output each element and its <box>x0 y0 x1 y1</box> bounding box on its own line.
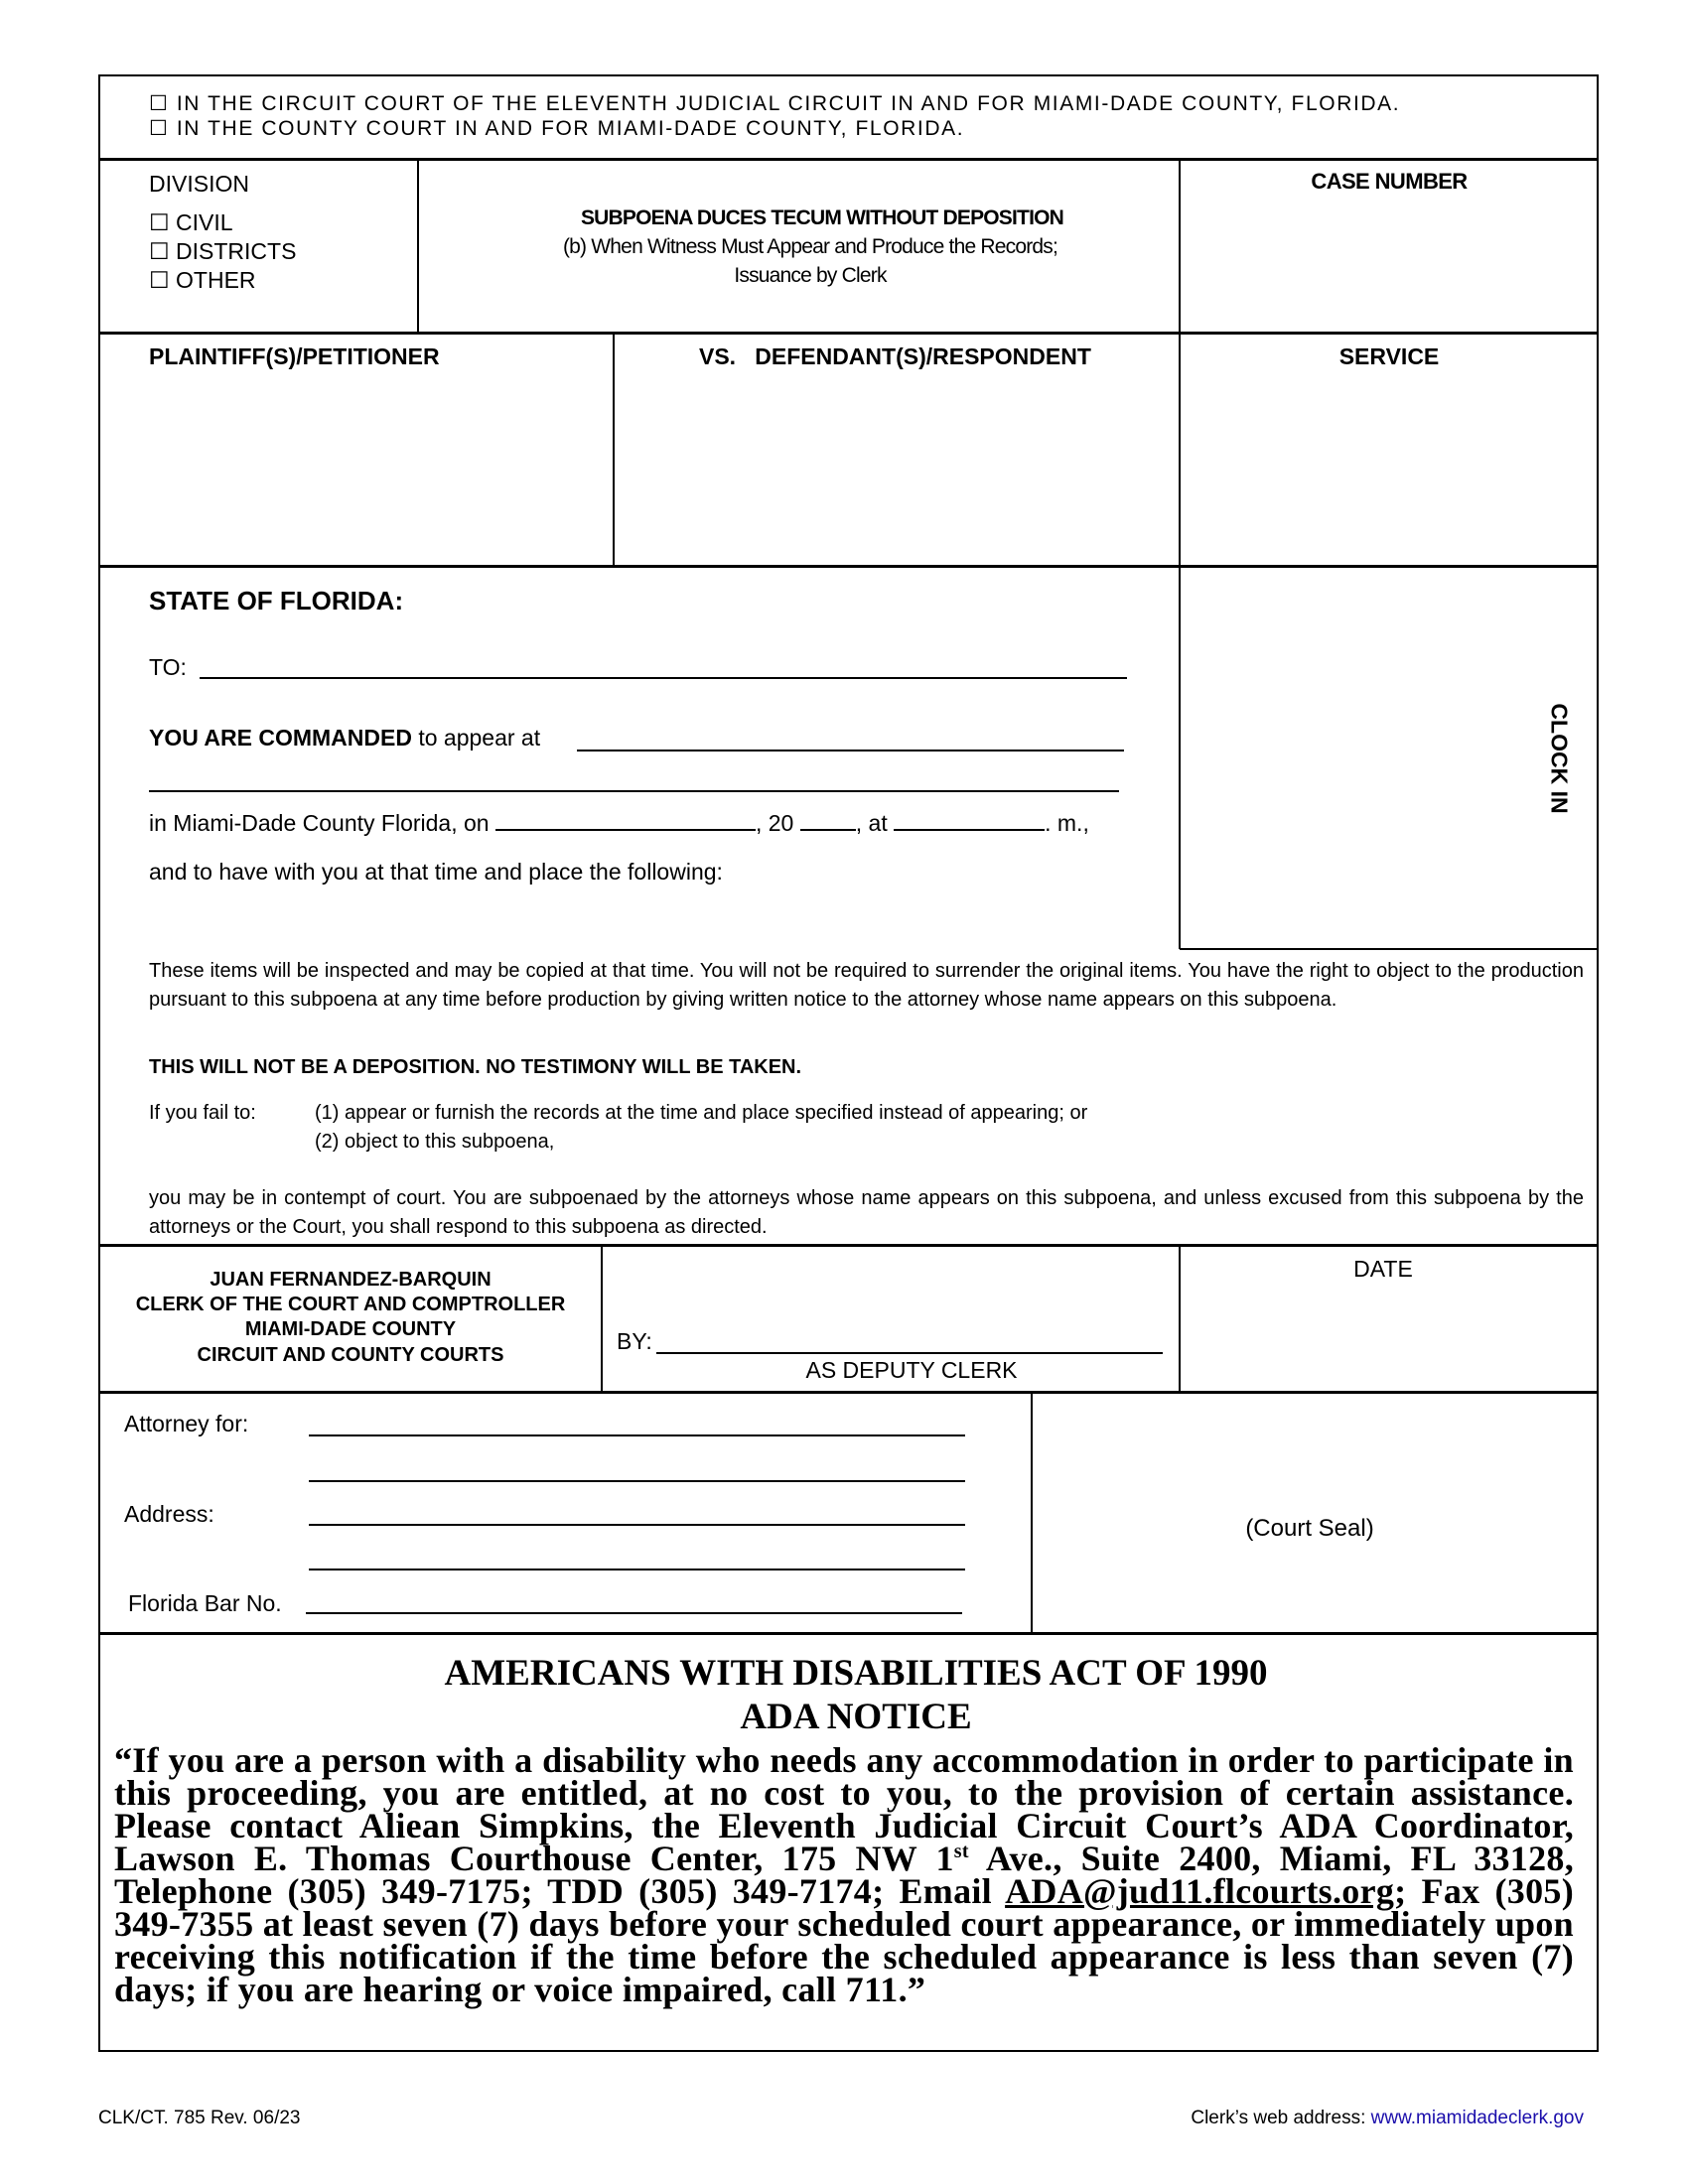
division-districts-checkbox[interactable]: ☐ DISTRICTS <box>149 238 297 264</box>
divider <box>98 1632 1599 1635</box>
divider <box>98 332 1599 335</box>
plaintiff-label: PLAINTIFF(S)/PETITIONER <box>149 343 440 369</box>
clock-in-label: CLOCK IN <box>1546 703 1573 814</box>
clerk-website-link[interactable]: www.miamidadeclerk.gov <box>1370 2108 1584 2128</box>
defendant-label: VS. DEFENDANT(S)/RESPONDENT <box>699 343 1091 369</box>
date-line: in Miami-Dade County Florida, on , 20 , at . m., <box>149 810 1089 836</box>
clerk-county: MIAMI-DADE COUNTY <box>244 1318 457 1340</box>
clerk-name: JUAN FERNANDEZ-BARQUIN <box>210 1269 492 1291</box>
attorney-for-field-2[interactable] <box>309 1480 965 1482</box>
deputy-clerk-label: AS DEPUTY CLERK <box>805 1357 1018 1383</box>
fail-to-label: If you fail to: <box>149 1102 256 1124</box>
appear-location-field-2[interactable] <box>149 790 1119 792</box>
ada-title: AMERICANS WITH DISABILITIES ACT OF 1990 <box>444 1653 1268 1694</box>
to-label: TO: <box>149 654 187 680</box>
court-option-county[interactable]: ☐ IN THE COUNTY COURT IN AND FOR MIAMI-DADE COUNTY, FLORIDA. <box>149 117 965 140</box>
state-heading: STATE OF FLORIDA: <box>149 586 404 615</box>
fail-item-1: (1) appear or furnish the records at the time and place specified instead of appearing; or <box>315 1102 1088 1124</box>
clerk-web-address: Clerk’s web address: www.miamidadeclerk.gov <box>1191 2108 1584 2128</box>
year-field[interactable] <box>800 811 856 831</box>
ada-subtitle: ADA NOTICE <box>740 1697 972 1737</box>
address-label: Address: <box>124 1501 214 1527</box>
divider <box>98 1391 1599 1394</box>
date-label: DATE <box>1353 1256 1413 1282</box>
form-title: SUBPOENA DUCES TECUM WITHOUT DEPOSITION <box>580 206 1064 229</box>
divider <box>98 158 1599 161</box>
clerk-courts: CIRCUIT AND COUNTY COURTS <box>197 1344 504 1366</box>
to-field[interactable] <box>200 677 1127 679</box>
no-deposition-notice: THIS WILL NOT BE A DEPOSITION. NO TESTIMONY WILL BE TAKEN. <box>149 1056 802 1078</box>
divider <box>1179 1245 1181 1392</box>
by-label: BY: <box>617 1328 652 1354</box>
divider <box>1180 948 1599 950</box>
division-label: DIVISION <box>149 171 249 197</box>
attorney-for-field[interactable] <box>309 1434 965 1436</box>
ada-email-link[interactable]: ADA@jud11.flcourts.org <box>1005 1871 1395 1911</box>
court-option-circuit[interactable]: ☐ IN THE CIRCUIT COURT OF THE ELEVENTH JUDICIAL CIRCUIT IN AND FOR MIAMI-DADE COUNTY, FLORIDA. <box>149 92 1401 115</box>
date-field[interactable] <box>495 811 756 831</box>
case-number-label: CASE NUMBER <box>1311 169 1468 194</box>
contempt-notice: you may be in contempt of court. You are subpoenaed by the attorneys whose name appears on this subpoena, and unless excused from this subpoena by the attorneys or the Court, you shall respond to this subpoena as directed. <box>149 1187 1584 1238</box>
bar-number-label: Florida Bar No. <box>128 1590 282 1616</box>
service-label: SERVICE <box>1338 343 1440 369</box>
address-field-2[interactable] <box>309 1569 965 1570</box>
court-seal-label: (Court Seal) <box>1245 1515 1374 1542</box>
ada-notice-text: “If you are a person with a disability who needs any accommodation in order to participate in this proceeding, you are entitled, at no cost to you, to the provision of certain assistance. Please contact Aliean Simpkins, the Eleventh Judicial Circuit Court’s ADA Coordinator, Lawson E. Thomas Courthouse Center, 175 NW 1st Ave., Suite 2400, Miami, FL 33128, Telephone (305) 349-7175; TDD (305) 349-7174; Email ADA@jud11.flcourts.org; Fax (305) 349-7355 at least seven (7) days before your scheduled court appearance, or immediately upon receiving this notification if the time before the scheduled appearance is less than seven (7) days; if you are hearing or voice impaired, call 711.” <box>114 1740 1574 2009</box>
form-subtitle: Issuance by Clerk <box>734 264 887 287</box>
form-number: CLK/CT. 785 Rev. 06/23 <box>98 2108 301 2128</box>
appear-location-field[interactable] <box>577 750 1124 751</box>
clerk-title: CLERK OF THE COURT AND COMPTROLLER <box>135 1294 566 1315</box>
fail-item-2: (2) object to this subpoena, <box>315 1131 555 1153</box>
divider <box>98 565 1599 568</box>
divider <box>601 1245 603 1392</box>
form-subtitle: (b) When Witness Must Appear and Produce the Records; <box>562 235 1058 258</box>
division-civil-checkbox[interactable]: ☐ CIVIL <box>149 209 233 235</box>
divider <box>1179 159 1181 949</box>
time-field[interactable] <box>894 811 1045 831</box>
bar-number-field[interactable] <box>306 1612 962 1614</box>
divider <box>98 1244 1599 1247</box>
divider <box>613 333 615 566</box>
address-field[interactable] <box>309 1524 965 1526</box>
attorney-for-label: Attorney for: <box>124 1411 249 1436</box>
deputy-signature-field[interactable] <box>656 1352 1163 1354</box>
divider <box>417 159 419 333</box>
commanded-text: YOU ARE COMMANDED to appear at <box>149 725 541 751</box>
divider <box>1031 1392 1033 1633</box>
have-with-text: and to have with you at that time and place the following: <box>149 859 723 885</box>
division-other-checkbox[interactable]: ☐ OTHER <box>149 267 256 293</box>
inspection-notice: These items will be inspected and may be copied at that time. You will not be required to surrender the original items. You have the right to object to the production pursuant to this subpoena at any time before production by giving written notice to the attorney whose name appears on this subpoena. <box>149 960 1584 1011</box>
